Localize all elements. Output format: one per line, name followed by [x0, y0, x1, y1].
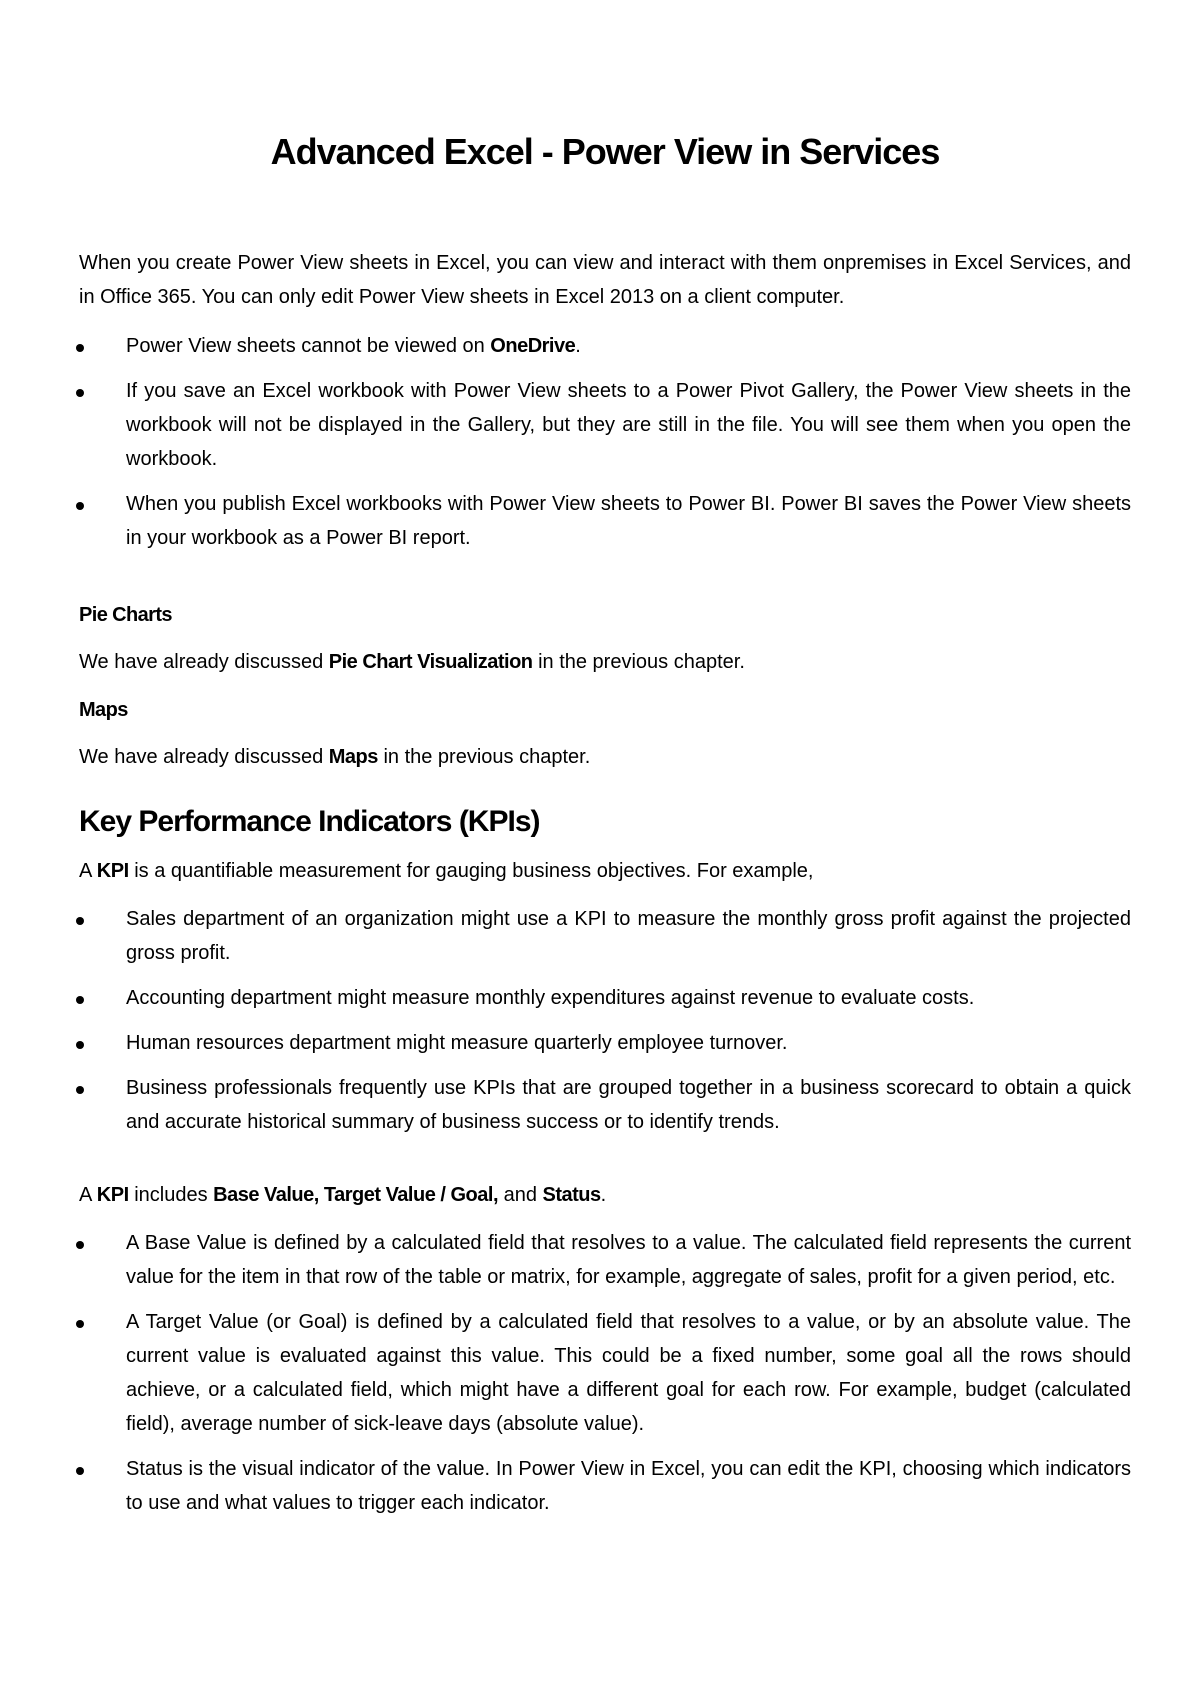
list-item: Human resources department might measure quarterly employee turnover. — [79, 1026, 1131, 1060]
bullet-icon — [76, 344, 84, 352]
onedrive-term: OneDrive — [490, 335, 576, 357]
kpi-examples-list — [79, 902, 1131, 1139]
kpi-includes-section — [79, 1178, 1131, 1212]
maps-paragraph: We have already discussed Maps in the previous chapter. — [79, 746, 591, 768]
list-item: A Target Value (or Goal) is defined by a calculated field that resolves to a value, or by an absolute value. The current value is evaluated against this value. This could be a fixed number, some goal all the rows should achieve, or a calculated field, which might have a different goal for each row. For example, budget (calculated field), average number of sick-leave days (absolute value). — [79, 1305, 1131, 1441]
maps-heading: Maps — [79, 699, 128, 721]
list-item: Sales department of an organization might use a KPI to measure the monthly gross profit against the projected gross profit. — [79, 902, 1131, 970]
pie-charts-section — [79, 598, 1131, 679]
page-title: Advanced Excel - Power View in Services — [270, 131, 940, 172]
kpi-intro-paragraph: A KPI is a quantifiable measurement for gauging business objectives. For example, — [79, 860, 814, 882]
bullet-icon — [76, 917, 84, 925]
pie-charts-paragraph: We have already discussed Pie Chart Visualization in the previous chapter. — [79, 651, 745, 673]
bullet-icon — [76, 1241, 84, 1249]
bullet-icon — [76, 996, 84, 1004]
list-item: A Base Value is defined by a calculated field that resolves to a value. The calculated field represents the current value for the item in that row of the table or matrix, for example, aggregate of sales, profit for a given period, etc. — [79, 1226, 1131, 1294]
pie-charts-heading: Pie Charts — [79, 604, 172, 626]
kpi-parts-list — [79, 1226, 1131, 1520]
kpi-heading: Key Performance Indicators (KPIs) — [79, 805, 540, 838]
services-list — [79, 329, 1131, 555]
intro-section — [79, 246, 1131, 314]
list-item: When you publish Excel workbooks with Power View sheets to Power BI. Power BI saves the Power View sheets in your workbook as a Power BI report. — [79, 487, 1131, 555]
bullet-icon — [76, 1041, 84, 1049]
bullet-icon — [76, 1086, 84, 1094]
kpi-section — [79, 802, 1131, 888]
maps-section — [79, 693, 1131, 774]
list-item: Status is the visual indicator of the value. In Power View in Excel, you can edit the KPI, choosing which indicators to use and what values to trigger each indicator. — [79, 1452, 1131, 1520]
list-item: If you save an Excel workbook with Power View sheets to a Power Pivot Gallery, the Power View sheets in the workbook will not be displayed in the Gallery, but they are still in the file. You will see them when you open the workbook. — [79, 374, 1131, 476]
bullet-icon — [76, 1467, 84, 1475]
intro-paragraph: When you create Power View sheets in Excel, you can view and interact with them onpremises in Excel Services, and in Office 365. You can only edit Power View sheets in Excel 2013 on a client computer. — [79, 252, 1131, 308]
bullet-icon — [76, 1320, 84, 1328]
list-item: Business professionals frequently use KPIs that are grouped together in a business scorecard to obtain a quick and accurate historical summary of business success or to identify trends. — [79, 1071, 1131, 1139]
list-item: Accounting department might measure monthly expenditures against revenue to evaluate costs. — [79, 981, 1131, 1015]
bullet-icon — [76, 502, 84, 510]
list-item: Power View sheets cannot be viewed on OneDrive. — [79, 329, 1131, 363]
kpi-includes-paragraph: A KPI includes Base Value, Target Value / Goal, and Status. — [79, 1184, 607, 1206]
bullet-icon — [76, 389, 84, 397]
